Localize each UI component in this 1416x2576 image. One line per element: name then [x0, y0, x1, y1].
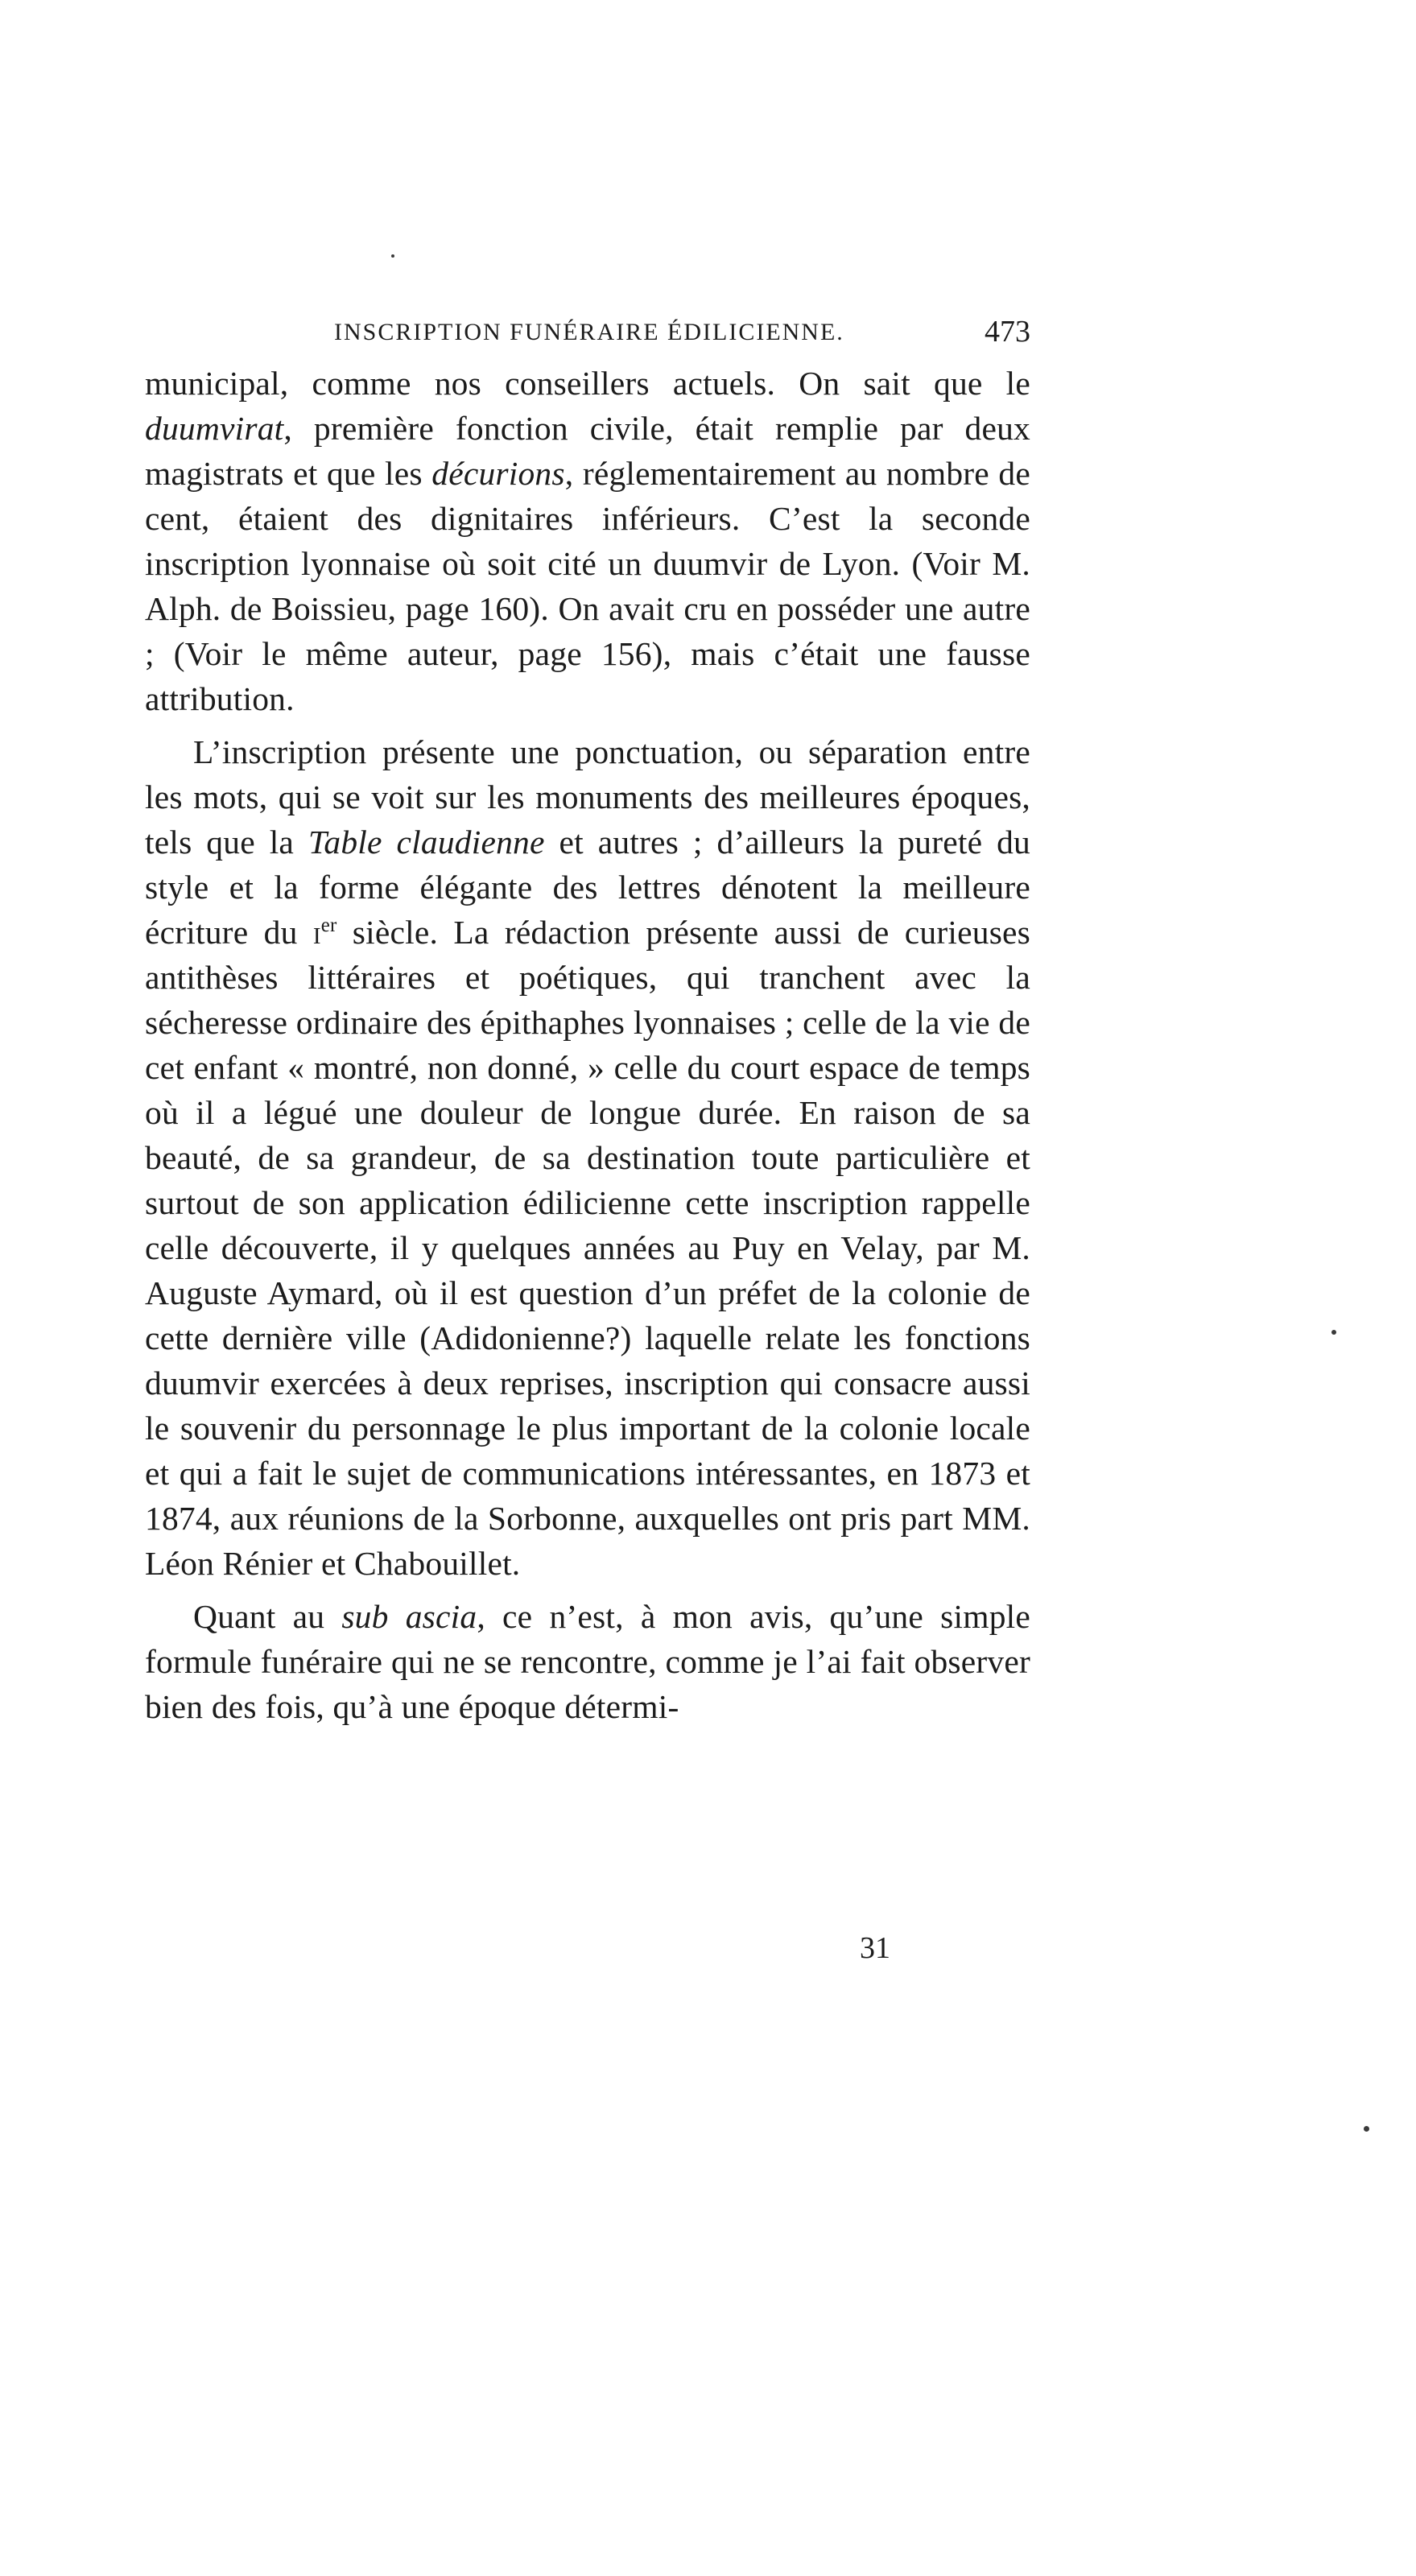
- text-run: Quant au: [193, 1598, 342, 1635]
- text-run: et autres ; d’ailleurs la pureté du style et la forme élégante des lettres dénotent la meilleure écriture du: [145, 824, 1030, 951]
- ink-speck: [1364, 2126, 1369, 2132]
- signature-mark: 31: [860, 1931, 890, 1965]
- paragraph: [145, 361, 1030, 721]
- italic-term: décurions: [431, 455, 565, 492]
- italic-term: sub ascia: [341, 1598, 477, 1635]
- running-header-title: INSCRIPTION FUNÉRAIRE ÉDILICIENNE.: [334, 319, 844, 345]
- body-text: [145, 361, 1030, 1729]
- text-run: , première fonction civile, était remplie par deux magistrats et que les: [145, 410, 1030, 492]
- text-run: siècle. La rédaction présente aussi de curieuses antithèses littéraires et poétiques, qui tranchent avec la sécheresse ordinaire des épithaphes lyonnaises ; celle de la vie de cet enfant « montré, non donné, » celle du court espace de temps où il a légué une douleur de longue durée. En raison de sa beauté, de sa grandeur, de sa destination toute particulière et surtout de son application édilicienne cette inscription rappelle celle découverte, il y quelques années au Puy en Velay, par M. Auguste Aymard, où il est question d’un préfet de la colonie de cette dernière ville (Adidonienne?) laquelle relate les fonctions duumvir exercées à deux reprises, inscription qui consacre aussi le souvenir du personnage le plus important de la colonie locale et qui a fait le sujet de communications intéressantes, en 1873 et 1874, aux réunions de la Sorbonne, auxquelles ont pris part MM. Léon Rénier et Chabouillet.: [145, 914, 1031, 1582]
- century-numeral: i: [312, 914, 321, 951]
- superscript: er: [320, 914, 337, 937]
- paragraph: [145, 1594, 1030, 1729]
- running-header: [334, 314, 1030, 349]
- page-number: 473: [985, 315, 1030, 349]
- text-run: L’inscription présente une ponctuation, ou séparation entre les mots, qui se voit sur les monuments des meilleures époques, tels que la: [145, 733, 1030, 861]
- ink-speck: [391, 254, 394, 258]
- text-run: , ce n’est, à mon avis, qu’une simple formule funéraire qui ne se rencontre, comme je l’ai fait observer bien des fois, qu’à une époque détermi-: [145, 1598, 1031, 1725]
- paragraph: [145, 729, 1030, 1586]
- ink-speck: [1331, 1330, 1336, 1335]
- text-run: municipal, comme nos conseillers actuels. On sait que le: [145, 365, 1030, 402]
- italic-term: Table claudienne: [308, 824, 545, 861]
- italic-term: duumvirat: [145, 410, 284, 447]
- text-run: , réglementairement au nombre de cent, étaient des dignitaires inférieurs. C’est la seconde inscription lyonnaise où soit cité un duumvir de Lyon. (Voir M. Alph. de Boissieu, page 160). On avait cru en posséder une autre ; (Voir le même auteur, page 156), mais c’était une fausse attribution.: [145, 455, 1030, 717]
